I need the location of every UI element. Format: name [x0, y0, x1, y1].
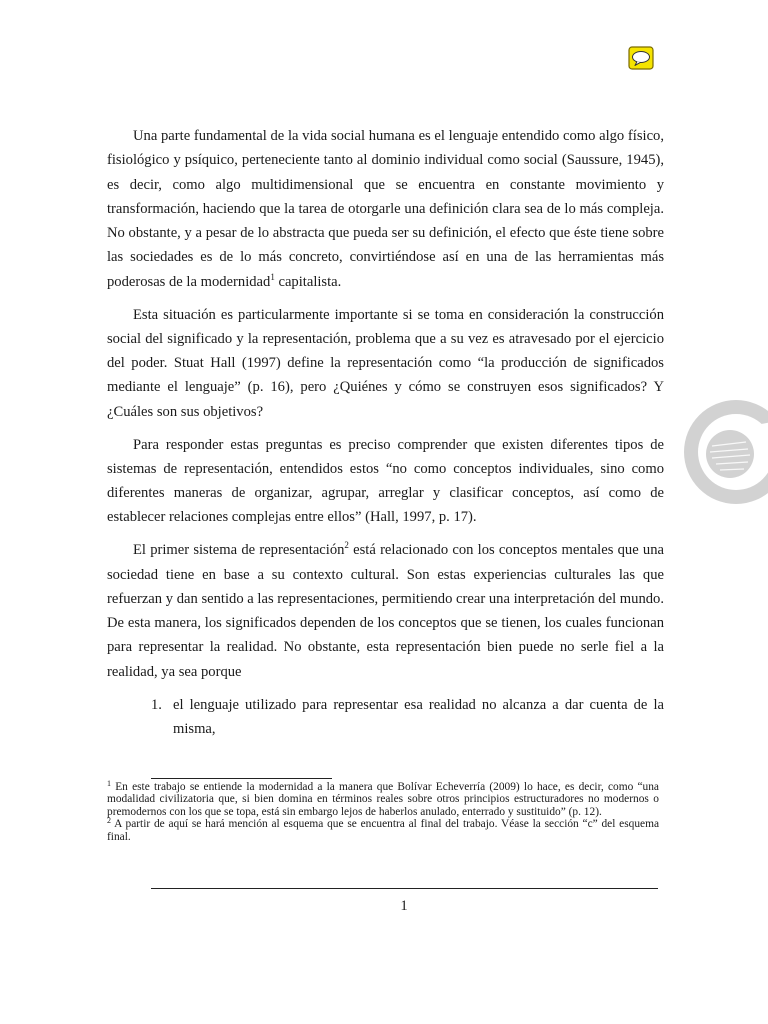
footnote	[107, 818, 659, 843]
footnotes	[107, 781, 659, 843]
paragraph	[107, 538, 664, 684]
paragraph-text: El primer sistema de representación	[133, 542, 345, 559]
footnote-mark: 2	[107, 816, 111, 826]
footnote	[107, 781, 659, 818]
list-item	[107, 693, 664, 742]
footnote-ref[interactable]: 2	[344, 540, 349, 551]
list-number: 1.	[151, 696, 162, 713]
paragraph-text: capitalista.	[274, 273, 342, 290]
footnote-text: A partir de aquí se hará mención al esquema que se encuentra al final del trabajo. Véase la sección “c” del esquema final.	[107, 818, 659, 843]
numbered-list	[107, 693, 664, 742]
paragraph-text: Una parte fundamental de la vida social humana es el lenguaje entendido como algo físico, fisiológico y psíquico, perteneciente tanto al dominio individual como social (Saussure, 1945), es decir, como algo multidimensional que se encuentra en constante movimiento y transformación, haciendo que la tarea de otorgarle una definición clara sea de lo más compleja. No obstante, y a pesar de lo abstracta que pueda ser su definición, el efecto que éste tiene sobre las sociedades es de lo más concreto, convirtiéndose así en una de las herramientas más poderosas de la modernidad	[107, 128, 664, 290]
paragraph-text: Esta situación es particularmente importante si se toma en consideración la construcción social del significado y la representación, problema que a su vez es atravesado por el ejercicio del poder. Stuat Hall (1997) define la representación como “la producción de significados mediante el lenguaje” (p. 16), pero ¿Quiénes y cómo se construyen esos significados? Y ¿Cuáles son sus objetivos?	[107, 306, 664, 420]
paragraph-text: está relacionado con los conceptos mentales que una sociedad tiene en base a su contexto cultural. Son estas experiencias culturales las que refuerzan y dan sentido a las representaciones, permitiendo crear una interpretación del mundo. De esta manera, los significados dependen de los conceptos que se tienen, los cuales funcionan para representar la realidad. No obstante, esta representación bien puede no serle fiel a la realidad, ya sea porque	[107, 542, 664, 680]
body-text	[107, 124, 664, 741]
page-number: 1	[400, 898, 408, 914]
paragraph	[107, 303, 664, 424]
paragraph	[107, 124, 664, 294]
footnote-separator	[151, 778, 332, 779]
footnote-text: En este trabajo se entiende la modernidad a la manera que Bolívar Echeverría (2009) lo hace, es decir, como “una modalidad civilizatoria que, si bien domina en términos reales sobre otros principios estructuradores no modernos o premodernos con los que se topa, está sin embargo lejos de haberlos anulado, enterrado y sustituido” (p. 12).	[107, 781, 659, 818]
footnote-mark: 1	[107, 779, 111, 788]
page-footer-rule	[151, 888, 658, 889]
comment-note-icon[interactable]	[628, 46, 654, 70]
paragraph-text: Para responder estas preguntas es preciso comprender que existen diferentes tipos de sistemas de representación, entendidos estos “no como conceptos individuales, sino como diferentes maneras de organizar, agrupar, arreglar y clasificar conceptos, así como de establecer relaciones complejas entre ellos” (Hall, 1997, p. 17).	[107, 436, 664, 526]
paragraph	[107, 433, 664, 530]
list-item-text: el lenguaje utilizado para representar esa realidad no alcanza a dar cuenta de la misma,	[173, 696, 664, 737]
footnote-ref[interactable]: 1	[270, 271, 275, 282]
circular-logo-watermark	[668, 392, 768, 512]
